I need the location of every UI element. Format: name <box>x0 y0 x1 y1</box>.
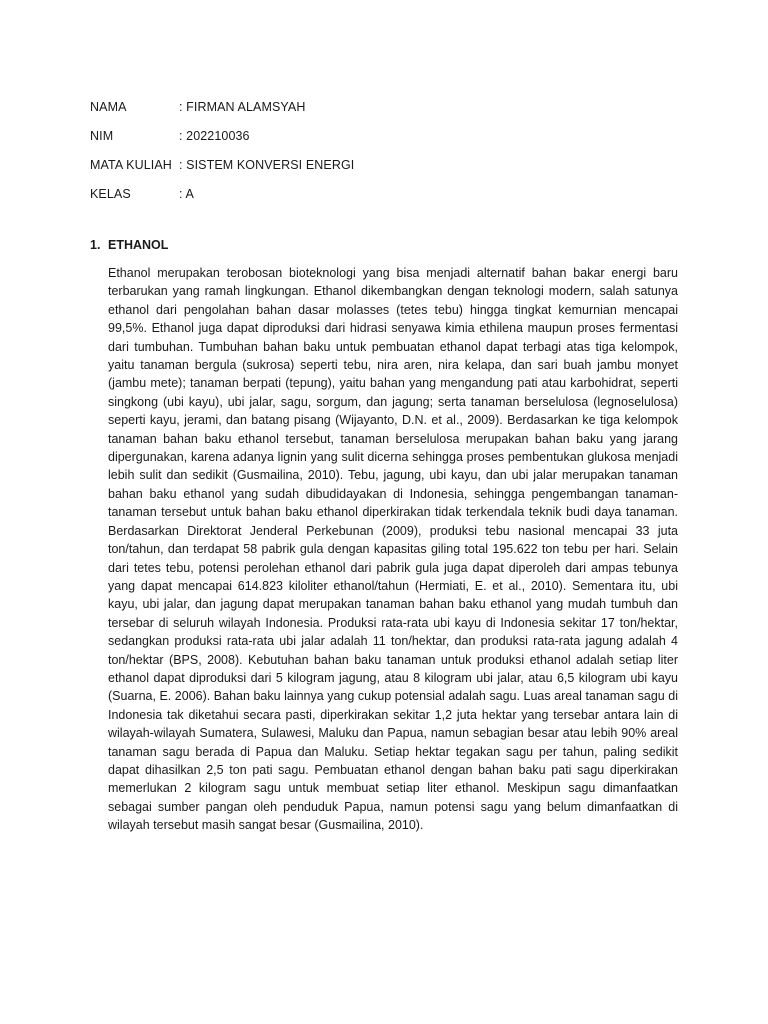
info-row-mata-kuliah <box>90 150 690 179</box>
kelas-label: KELAS <box>90 186 131 201</box>
info-row-kelas <box>90 179 690 208</box>
nama-label: NAMA <box>90 99 127 114</box>
mata-kuliah-label: MATA KULIAH <box>90 157 172 172</box>
section-number: 1. <box>90 238 101 252</box>
info-row-nama <box>90 92 690 121</box>
info-row-nim <box>90 121 690 150</box>
body-paragraph: Ethanol merupakan terobosan bioteknologi yang bisa menjadi alternatif bahan bakar energi baru terbarukan yang ramah lingkungan. Ethanol dikembangkan dengan teknologi modern, salah satunya ethanol dari pengolahan bahan dasar molasses (tetes tebu) hingga tingkat kemurnian mencapai 99,5%. Ethanol juga dapat diproduksi dari hidrasi senyawa kimia ethilena maupun proses fermentasi dari tumbuhan. Tumbuhan bahan baku untuk pembuatan ethanol dapat terbagi atas tiga kelompok, yaitu tanaman bergula (sukrosa) seperti tebu, nira aren, nira kelapa, dan sari buah jambu monyet (jambu mete); tanaman berpati (tepung), yaitu bahan yang mengandung pati atau karbohidrat, seperti singkong (ubi kayu), ubi jalar, sagu, sorgum, dan jagung; serta tanaman berselulosa (legnoselulosa) seperti kayu, jerami, dan batang pisang (Wijayanto, D.N. et al., 2009). Berdasarkan ke tiga kelompok tanaman bahan baku ethanol tersebut, tanaman berselulosa merupakan bahan baku yang jarang dipergunakan, karena adanya lignin yang sulit dicerna sehingga proses pembentukan glukosa menjadi lebih sulit dan sedikit (Gusmailina, 2010). Tebu, jagung, ubi kayu, dan ubi jalar merupakan tanaman bahan baku ethanol yang sudah dibudidayakan di Indonesia, sehingga pengembangan tanaman-tanaman tersebut untuk bahan baku ethanol diperkirakan tidak terkendala teknik budi daya tanaman. Berdasarkan Direktorat Jenderal Perkebunan (2009), produksi tebu nasional mencapai 33 juta ton/tahun, dan terdapat 58 pabrik gula dengan kapasitas giling total 195.622 ton tebu per hari. Selain dari tetes tebu, potensi perolehan ethanol dari pabrik gula juga dapat diperoleh dari ampas tebunya yang dapat mencapai 614.823 kiloliter ethanol/tahun (Hermiati, E. et al., 2010). Sementara itu, ubi kayu, ubi jalar, dan jagung dapat merupakan tanaman bahan baku ethanol yang mudah tumbuh dan tersebar di seluruh wilayah Indonesia. Produksi rata-rata ubi kayu di Indonesia sekitar 17 ton/hektar, sedangkan produksi rata-rata ubi jalar adalah 11 ton/hektar, dan produksi rata-rata jagung adalah 4 ton/hektar (BPS, 2008). Kebutuhan bahan baku tanaman untuk produksi ethanol adalah setiap liter ethanol dapat diproduksi dari 5 kilogram jagung, atau 8 kilogram ubi jalar, atau 6,5 kilogram ubi kayu (Suarna, E. 2006). Bahan baku lainnya yang cukup potensial adalah sagu. Luas areal tanaman sagu di Indonesia tak diketahui secara pasti, diperkirakan sekitar 1,2 juta hektar yang tersebar antara lain di wilayah-wilayah Sumatera, Sulawesi, Maluku dan Papua, namun sebagian besar atau lebih 90% areal tanaman sagu berada di Papua dan Maluku. Setiap hektar tegakan sagu per tahun, paling sedikit dapat dihasilkan 2,5 ton pati sagu. Pembuatan ethanol dengan bahan baku pati sagu diperkirakan memerlukan 2 kilogram sagu untuk membuat setiap liter ethanol. Meskipun sagu dimanfaatkan sebagai sumber pangan oleh penduduk Papua, namun potensi sagu yang belum dimanfaatkan di wilayah tersebut masih sangat besar (Gusmailina, 2010). <box>108 266 678 833</box>
section-heading <box>90 238 168 252</box>
nama-value: : FIRMAN ALAMSYAH <box>179 99 306 114</box>
kelas-value: : A <box>179 186 194 201</box>
mata-kuliah-value: : SISTEM KONVERSI ENERGI <box>179 157 355 172</box>
student-info <box>90 92 690 208</box>
section-title: ETHANOL <box>108 238 169 252</box>
nim-value: : 202210036 <box>179 128 250 143</box>
nim-label: NIM <box>90 128 114 143</box>
